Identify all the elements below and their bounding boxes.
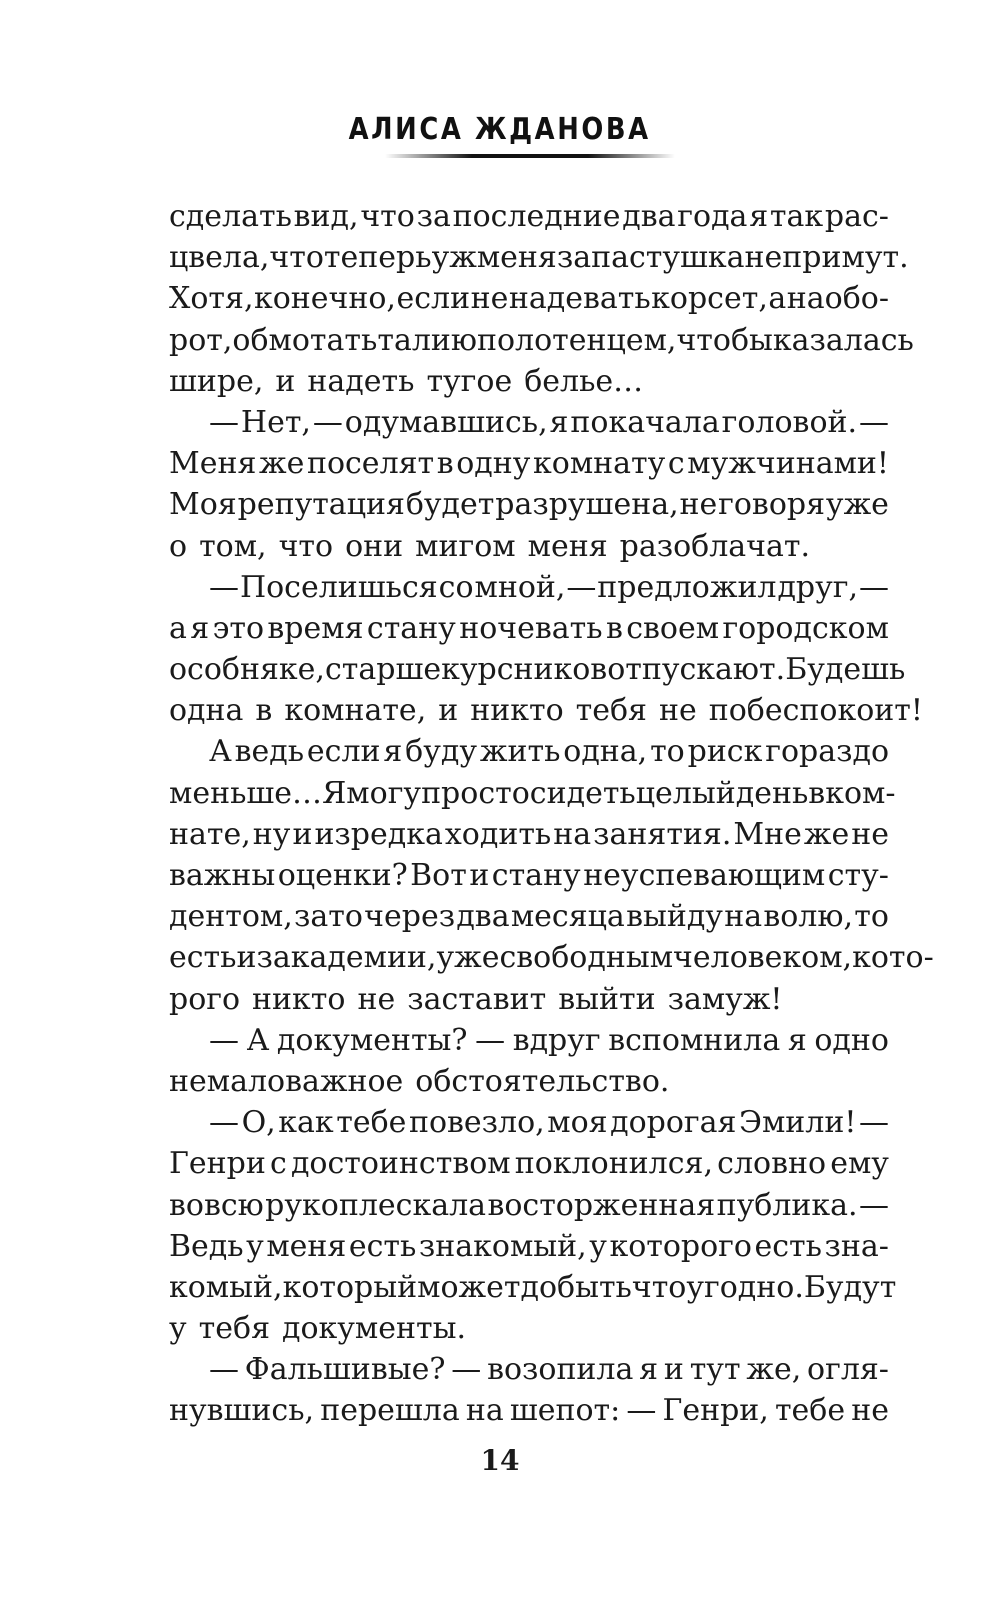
word: моя bbox=[547, 1105, 608, 1141]
word: казалась bbox=[772, 322, 914, 358]
word: тут bbox=[689, 1352, 741, 1388]
word: на bbox=[724, 899, 763, 935]
word: белье… bbox=[524, 363, 644, 399]
text-line bbox=[169, 649, 906, 690]
word: Ведь bbox=[169, 1228, 244, 1264]
word: — bbox=[209, 1022, 239, 1058]
word: меня bbox=[476, 240, 557, 276]
word: и bbox=[275, 363, 296, 399]
word: же bbox=[803, 816, 850, 852]
word: документы? bbox=[276, 1022, 468, 1058]
word: возопила bbox=[487, 1352, 634, 1388]
word: два bbox=[456, 899, 510, 935]
word: восторженная bbox=[487, 1187, 716, 1223]
word: кото- bbox=[852, 940, 934, 976]
word: будет bbox=[405, 487, 495, 523]
word: выйти bbox=[558, 981, 656, 1017]
word: своем bbox=[626, 610, 720, 646]
word: одумавшись, bbox=[344, 404, 548, 440]
word: городском bbox=[722, 610, 889, 646]
text-line bbox=[169, 1349, 889, 1390]
text-line bbox=[169, 443, 889, 484]
text-line bbox=[169, 278, 889, 319]
word: цвела, bbox=[169, 240, 270, 276]
word: как bbox=[278, 1105, 334, 1141]
word: не bbox=[851, 816, 889, 852]
word: надеть bbox=[307, 363, 415, 399]
word: Эмили! bbox=[739, 1105, 857, 1141]
word: Будешь bbox=[785, 652, 906, 688]
word: ходить bbox=[444, 816, 552, 852]
word: день bbox=[735, 775, 809, 811]
word: разрушена, bbox=[495, 487, 679, 523]
word: из bbox=[236, 940, 273, 976]
text-line bbox=[169, 402, 889, 443]
word: в bbox=[436, 446, 454, 482]
text-line bbox=[169, 484, 889, 525]
word: могу bbox=[346, 775, 422, 811]
word: же bbox=[259, 446, 305, 482]
word: есть bbox=[348, 1228, 417, 1264]
word: сделать bbox=[169, 199, 292, 234]
word: талию bbox=[377, 322, 477, 358]
word: немаловажное bbox=[169, 1063, 404, 1099]
word: выйду bbox=[626, 899, 723, 935]
word: шире, bbox=[169, 363, 264, 399]
word: поклонился, bbox=[514, 1146, 714, 1182]
word: они bbox=[345, 528, 404, 564]
text-line bbox=[169, 567, 889, 608]
word: у bbox=[589, 1228, 607, 1264]
word: Меня bbox=[169, 446, 257, 482]
word: в bbox=[605, 610, 623, 646]
word: вовсю bbox=[169, 1187, 264, 1223]
word: Я bbox=[322, 775, 347, 811]
word: важны bbox=[169, 858, 276, 893]
running-head-author: АЛИСА ЖДАНОВА bbox=[348, 112, 652, 147]
word: тебе bbox=[336, 1105, 407, 1141]
word: академии, bbox=[272, 940, 437, 976]
page-number: 14 bbox=[480, 1444, 520, 1477]
word: тебя bbox=[198, 1311, 270, 1347]
word: с bbox=[269, 1146, 287, 1182]
word: пастушка bbox=[591, 240, 745, 276]
text-line bbox=[169, 608, 889, 649]
word: риск bbox=[687, 734, 763, 770]
word: дорогая bbox=[610, 1105, 737, 1141]
word: целый bbox=[635, 775, 736, 811]
word: просто bbox=[421, 775, 530, 811]
word: зато bbox=[294, 899, 363, 935]
word: особняке, bbox=[169, 652, 325, 688]
word: что bbox=[269, 240, 324, 276]
word: месяца bbox=[510, 899, 625, 935]
word: словно bbox=[717, 1146, 827, 1182]
word: тебя bbox=[575, 693, 647, 729]
word: Фальшивые? bbox=[244, 1352, 446, 1388]
word: чтобы bbox=[676, 322, 773, 358]
word: замуж! bbox=[667, 981, 783, 1017]
word: и bbox=[438, 693, 459, 729]
word: — bbox=[209, 569, 239, 605]
word: о bbox=[169, 528, 188, 564]
word: — bbox=[626, 1393, 657, 1429]
word: не bbox=[679, 487, 718, 523]
word: головой. bbox=[721, 404, 858, 440]
word: Поселишься bbox=[239, 569, 438, 605]
word: репутация bbox=[237, 487, 405, 523]
word: на bbox=[553, 816, 592, 852]
word: то bbox=[650, 734, 685, 770]
word: не bbox=[658, 693, 697, 729]
text-line bbox=[169, 979, 889, 1020]
word: сту- bbox=[827, 858, 889, 893]
word: изредка bbox=[314, 816, 443, 852]
word: Моя bbox=[169, 487, 237, 523]
word: если bbox=[306, 734, 381, 770]
word: повезло, bbox=[408, 1105, 545, 1141]
word: вдруг bbox=[512, 1022, 601, 1058]
word: если bbox=[396, 281, 471, 317]
word: жить bbox=[479, 734, 561, 770]
word: А bbox=[246, 1022, 270, 1058]
word: мужчинами! bbox=[687, 446, 889, 482]
word: не bbox=[470, 281, 509, 317]
word: за bbox=[416, 199, 451, 234]
word: последние bbox=[452, 199, 621, 234]
text-line bbox=[169, 237, 909, 278]
word: рас- bbox=[824, 199, 889, 234]
word: тебе bbox=[774, 1393, 846, 1429]
text-line bbox=[169, 1185, 889, 1226]
word: рого bbox=[169, 981, 241, 1017]
word: — bbox=[858, 404, 889, 440]
word: обстоятельство. bbox=[415, 1063, 670, 1099]
word: на bbox=[465, 1393, 504, 1429]
text-line bbox=[169, 526, 889, 567]
word: что bbox=[631, 1269, 687, 1305]
word: я bbox=[639, 1352, 659, 1388]
word: и bbox=[663, 1352, 684, 1388]
word: наобо- bbox=[786, 281, 889, 317]
text-line bbox=[169, 896, 889, 937]
text-line bbox=[169, 731, 889, 772]
word: комый, bbox=[169, 1269, 283, 1305]
text-line bbox=[169, 1102, 889, 1143]
word: зна- bbox=[824, 1228, 889, 1264]
word: — bbox=[858, 569, 889, 605]
word: так bbox=[769, 199, 824, 234]
word: добыть bbox=[520, 1269, 632, 1305]
word: через bbox=[364, 899, 456, 935]
word: в bbox=[808, 775, 826, 811]
word: то bbox=[854, 899, 889, 935]
word: разоблачат. bbox=[619, 528, 810, 564]
word: — bbox=[475, 1022, 506, 1058]
word: Хотя, bbox=[169, 281, 254, 317]
word: есть bbox=[754, 1228, 822, 1264]
word: теперь bbox=[323, 240, 432, 276]
word: я bbox=[190, 610, 210, 646]
text-line bbox=[169, 855, 889, 896]
word: в bbox=[255, 693, 273, 729]
text-line bbox=[169, 196, 889, 237]
text-line bbox=[169, 1061, 889, 1102]
word: я bbox=[549, 404, 569, 440]
word: и bbox=[469, 858, 490, 893]
word: — bbox=[566, 569, 597, 605]
word: обмотать bbox=[232, 322, 378, 358]
word: — bbox=[858, 1187, 889, 1223]
word: же, bbox=[746, 1352, 802, 1388]
word: ну bbox=[252, 816, 291, 852]
word: Вот bbox=[410, 858, 467, 893]
word: одна bbox=[169, 693, 244, 729]
word: примут. bbox=[782, 240, 909, 276]
word: конечно, bbox=[253, 281, 396, 317]
word: с bbox=[667, 446, 685, 482]
word: корсет, bbox=[651, 281, 768, 317]
word: у bbox=[246, 1228, 264, 1264]
word: сидеть bbox=[529, 775, 636, 811]
word: ему bbox=[830, 1146, 889, 1182]
word: поселят bbox=[306, 446, 435, 482]
word: комнате, bbox=[284, 693, 427, 729]
word: года bbox=[677, 199, 748, 234]
word: рот, bbox=[169, 322, 233, 358]
word: А bbox=[209, 734, 232, 770]
text-line bbox=[169, 1143, 889, 1184]
text-line bbox=[169, 690, 923, 731]
word: друг, bbox=[777, 569, 859, 605]
word: ком- bbox=[825, 775, 896, 811]
word: время bbox=[267, 610, 364, 646]
word: никто bbox=[470, 693, 564, 729]
word: мной, bbox=[474, 569, 566, 605]
word: рукоплескала bbox=[265, 1187, 487, 1223]
word: меня bbox=[527, 528, 608, 564]
word: надевать bbox=[508, 281, 651, 317]
word: что bbox=[278, 528, 334, 564]
word: уже bbox=[436, 940, 500, 976]
word: гораздо bbox=[765, 734, 889, 770]
word: — bbox=[209, 1352, 239, 1388]
word: со bbox=[438, 569, 474, 605]
word: свободным bbox=[499, 940, 674, 976]
word: предложил bbox=[597, 569, 777, 605]
word: а bbox=[768, 281, 787, 317]
word: стану bbox=[366, 610, 456, 646]
word: Будут bbox=[803, 1269, 897, 1305]
word: побеспокоит! bbox=[708, 693, 923, 729]
word: и bbox=[292, 816, 313, 852]
word: тугое bbox=[426, 363, 513, 399]
word: О, bbox=[241, 1105, 276, 1141]
word: ночевать bbox=[459, 610, 603, 646]
word: шепот: bbox=[509, 1393, 621, 1429]
word: старшекурсников bbox=[324, 652, 608, 688]
word: Мне bbox=[733, 816, 802, 852]
body-text bbox=[169, 196, 934, 1432]
word: публика. bbox=[716, 1187, 858, 1223]
word: буду bbox=[405, 734, 478, 770]
word: одна, bbox=[563, 734, 648, 770]
text-line bbox=[169, 1390, 889, 1431]
word: никто bbox=[252, 981, 346, 1017]
text-line bbox=[169, 814, 889, 855]
running-head-rule bbox=[385, 154, 675, 158]
word: не bbox=[744, 240, 783, 276]
word: достоинством bbox=[290, 1146, 511, 1182]
word: неуспевающим bbox=[583, 858, 826, 893]
word: меньше… bbox=[169, 775, 323, 811]
word: оценки? bbox=[277, 858, 408, 893]
word: у bbox=[169, 1311, 187, 1347]
word: документы. bbox=[282, 1311, 467, 1347]
word: два bbox=[622, 199, 676, 234]
word: уж bbox=[431, 240, 477, 276]
word: угодно. bbox=[686, 1269, 804, 1305]
word: Нет, bbox=[240, 404, 311, 440]
word: дентом, bbox=[169, 899, 293, 935]
word: что bbox=[360, 199, 415, 234]
text-line bbox=[169, 937, 934, 978]
word: стану bbox=[491, 858, 581, 893]
word: покачала bbox=[570, 404, 720, 440]
text-line bbox=[169, 1020, 889, 1061]
word: — bbox=[209, 404, 239, 440]
word: не bbox=[851, 1393, 889, 1429]
word: я bbox=[787, 1022, 807, 1058]
word: есть bbox=[169, 940, 237, 976]
word: который bbox=[282, 1269, 418, 1305]
word: Генри bbox=[169, 1146, 266, 1182]
word: полотенцем, bbox=[477, 322, 677, 358]
word: комнату bbox=[533, 446, 666, 482]
word: это bbox=[212, 610, 265, 646]
word: огля- bbox=[807, 1352, 889, 1388]
word: знакомый, bbox=[418, 1228, 587, 1264]
word: меня bbox=[266, 1228, 347, 1264]
word: одну bbox=[456, 446, 531, 482]
word: вспомнила bbox=[608, 1022, 781, 1058]
word: — bbox=[312, 404, 343, 440]
word: заставит bbox=[407, 981, 547, 1017]
word: нате, bbox=[169, 816, 251, 852]
text-line bbox=[169, 361, 889, 402]
text-line bbox=[169, 1226, 889, 1267]
word: нувшись, bbox=[169, 1393, 315, 1429]
word: одно bbox=[814, 1022, 889, 1058]
word: я bbox=[749, 199, 769, 234]
word: ведь bbox=[234, 734, 305, 770]
word: занятия. bbox=[593, 816, 732, 852]
text-line bbox=[169, 320, 914, 361]
word: мигом bbox=[415, 528, 516, 564]
text-line bbox=[169, 773, 896, 814]
word: за bbox=[556, 240, 592, 276]
running-head bbox=[0, 112, 1000, 148]
word: а bbox=[169, 610, 187, 646]
word: отпускают. bbox=[607, 652, 786, 688]
word: том, bbox=[199, 528, 267, 564]
word: человеком, bbox=[673, 940, 853, 976]
word: не bbox=[357, 981, 396, 1017]
word: Генри, bbox=[662, 1393, 769, 1429]
word: которого bbox=[609, 1228, 752, 1264]
text-line bbox=[169, 1308, 889, 1349]
word: — bbox=[209, 1105, 239, 1141]
word: уже bbox=[825, 487, 889, 523]
word: может bbox=[417, 1269, 521, 1305]
word: говоря bbox=[718, 487, 826, 523]
word: волю, bbox=[763, 899, 854, 935]
word: — bbox=[451, 1352, 482, 1388]
word: вид, bbox=[293, 199, 359, 234]
word: перешла bbox=[320, 1393, 460, 1429]
word: я bbox=[383, 734, 403, 770]
word: — bbox=[858, 1105, 889, 1141]
text-line bbox=[169, 1267, 897, 1308]
